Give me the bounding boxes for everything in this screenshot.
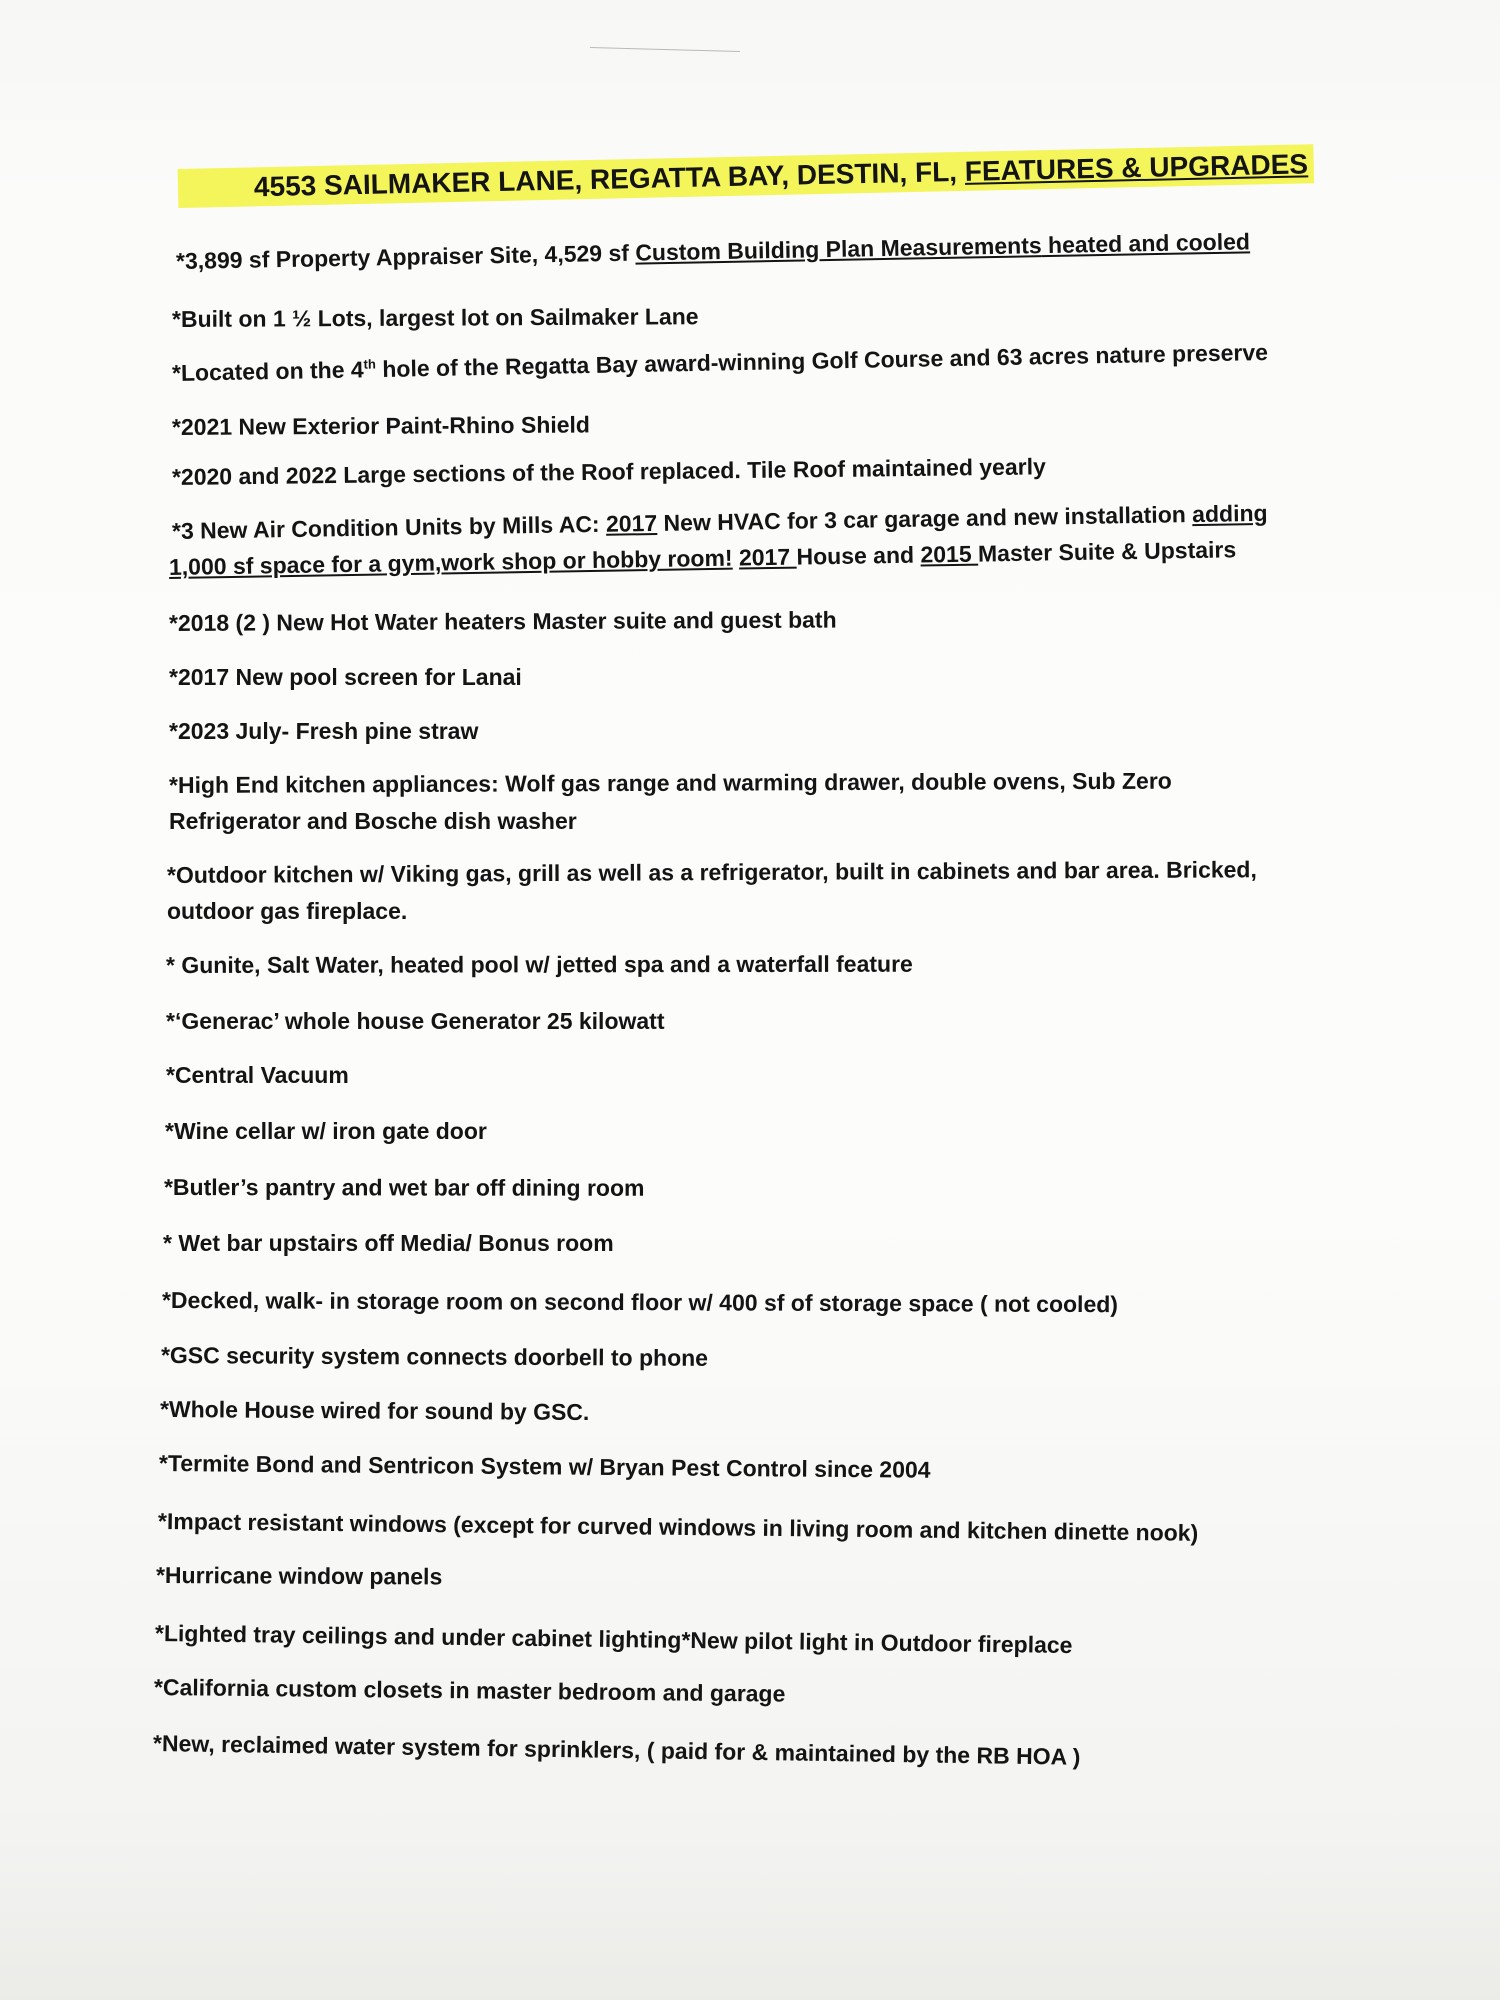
feature-text: *High End kitchen appliances: Wolf gas range and warming drawer, double ovens, Sub Zero — [168, 767, 1172, 798]
feature-line — [169, 662, 522, 692]
underlined-text: Custom Building Plan Measurements — [635, 232, 1042, 266]
feature-text: *3 New Air Condition Units by Mills AC: — [171, 510, 607, 544]
feature-line — [161, 1340, 708, 1373]
feature-text: *Outdoor kitchen w/ Viking gas, grill as well as a refrigerator, built in cabinets and bar area. Bricked, — [166, 856, 1257, 888]
feature-text: *California custom closets in master bedroom and garage — [153, 1674, 786, 1707]
feature-text: *Built on 1 ½ Lots, largest lot on Sailmaker Lane — [171, 303, 699, 332]
feature-line — [166, 1006, 665, 1036]
feature-text: Refrigerator and Bosche dish washer — [169, 808, 577, 834]
feature-text: outdoor gas fireplace. — [167, 898, 408, 924]
feature-line — [159, 1448, 931, 1485]
feature-text: *Termite Bond and Sentricon System w/ Bryan Pest Control since 2004 — [158, 1450, 931, 1483]
underlined-text: 2017 — [605, 509, 658, 537]
feature-text: *New, reclaimed water system for sprinklers, ( paid for & maintained by the RB HOA ) — [152, 1730, 1081, 1770]
underlined-text: 2015 — [920, 540, 979, 568]
feature-line — [162, 1285, 1118, 1319]
underlined-text: 1,000 sf space for a gym,work shop or hobby room! — [168, 544, 733, 580]
ordinal-suffix: th — [363, 356, 376, 372]
feature-line — [153, 1728, 1081, 1772]
feature-text: *2017 New pool screen for Lanai — [169, 664, 522, 690]
feature-text: *Decked, walk- in storage room on second floor w/ 400 sf of storage space ( not cooled) — [161, 1287, 1119, 1318]
title-highlight — [178, 144, 1315, 208]
feature-text: * Wet bar upstairs off Media/ Bonus room — [163, 1230, 614, 1256]
feature-text: * Gunite, Salt Water, heated pool w/ jetted spa and a waterfall feature — [165, 950, 913, 978]
feature-text: Master Suite & Upstairs — [977, 536, 1237, 567]
feature-line — [169, 605, 837, 638]
feature-line — [158, 1506, 1199, 1548]
feature-line — [172, 451, 1046, 492]
feature-line — [169, 806, 577, 836]
feature-line — [154, 1672, 786, 1709]
feature-text: *Impact resistant windows (except for curved windows in living room and kitchen dinette nook) — [157, 1508, 1199, 1546]
feature-line — [155, 1618, 1073, 1660]
underlined-text: 2017 — [738, 543, 797, 571]
feature-text: hole of the Regatta Bay award-winning Golf Course and 63 acres nature preserve — [375, 338, 1269, 383]
feature-text: New HVAC for 3 car garage and new installation — [656, 501, 1193, 536]
feature-text: *Butler’s pantry and wet bar off dining room — [163, 1174, 645, 1201]
feature-text: *GSC security system connects doorbell to phone — [160, 1342, 709, 1371]
feature-line — [163, 1228, 614, 1258]
page-title — [177, 141, 1330, 212]
feature-line — [169, 716, 478, 746]
feature-text: *Whole House wired for sound by GSC. — [159, 1396, 590, 1425]
feature-text: *Central Vacuum — [166, 1062, 349, 1088]
feature-text: *Hurricane window panels — [155, 1562, 443, 1590]
feature-line — [169, 766, 1172, 800]
feature-line — [172, 301, 699, 334]
feature-line — [176, 226, 1250, 276]
feature-text: *2018 (2 ) New Hot Water heaters Master suite and guest bath — [168, 606, 837, 636]
feature-text: *2020 and 2022 Large sections of the Roof replaced. Tile Roof maintained yearly — [171, 453, 1046, 490]
feature-line — [160, 1394, 590, 1427]
feature-line — [164, 1172, 645, 1203]
feature-text: House and — [796, 541, 921, 570]
feature-text: *Lighted tray ceilings and under cabinet lighting*New pilot light in Outdoor fireplace — [154, 1620, 1073, 1659]
underlined-text: heated and cooled — [1041, 228, 1251, 259]
feature-line — [156, 1560, 442, 1591]
feature-text: *2021 New Exterior Paint-Rhino Shield — [171, 411, 591, 440]
feature-text: *2023 July- Fresh pine straw — [169, 718, 479, 744]
feature-line — [166, 949, 913, 980]
title-features-upgrades: FEATURES & UPGRADES — [964, 148, 1309, 187]
title-address: 4553 SAILMAKER LANE, REGATTA BAY, DESTIN, FL, — [253, 155, 966, 203]
feature-text: *Located on the 4 — [171, 356, 364, 386]
feature-line — [172, 409, 590, 442]
feature-line — [165, 1116, 487, 1146]
paper-crease-mark — [590, 47, 740, 52]
underlined-text: adding — [1191, 499, 1268, 528]
feature-line — [166, 1060, 349, 1090]
feature-text: *‘Generac’ whole house Generator 25 kilowatt — [166, 1008, 665, 1034]
feature-text: *3,899 sf Property Appraiser Site, 4,529 sf — [175, 239, 636, 274]
feature-line — [167, 854, 1257, 890]
feature-text: *Wine cellar w/ iron gate door — [165, 1118, 487, 1144]
feature-line — [172, 337, 1268, 388]
feature-line — [167, 896, 407, 926]
